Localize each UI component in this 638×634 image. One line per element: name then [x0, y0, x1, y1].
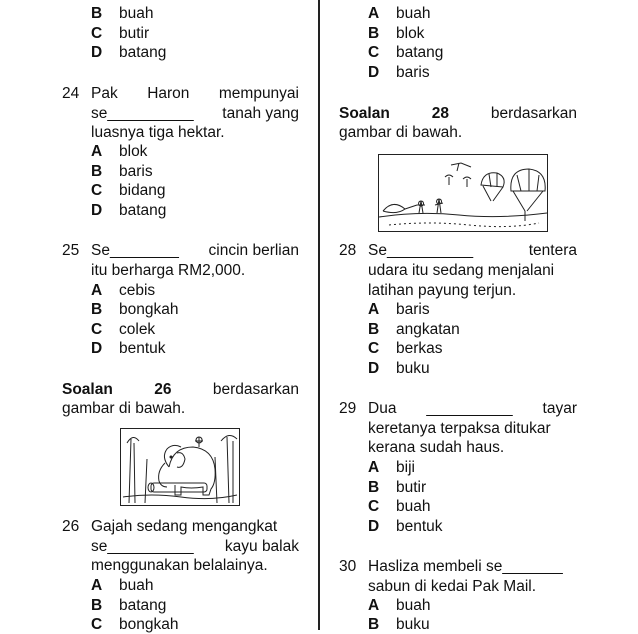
option-a: A buah — [368, 597, 431, 614]
option-d: D buku — [368, 360, 430, 377]
question-text-line-1: Se________ cincin berlian — [91, 242, 299, 259]
option-d: D bentuk — [368, 518, 443, 535]
parachute-picture — [378, 154, 548, 232]
option-a: A blok — [91, 143, 148, 160]
option-c: C bidang — [91, 182, 166, 199]
question-number: 25 — [62, 242, 80, 259]
question-text-line-1: Dua __________ tayar — [368, 400, 577, 417]
option-d: D bentuk — [91, 340, 166, 357]
question-number: 29 — [339, 400, 357, 417]
option-b: B angkatan — [368, 321, 460, 338]
option-a: A biji — [368, 459, 415, 476]
option-d: D baris — [368, 64, 430, 81]
question-number: 28 — [339, 242, 357, 259]
option-a: A buah — [91, 577, 154, 594]
option-b: B blok — [368, 25, 425, 42]
section-heading-line-1: Soalan 26 berdasarkan — [62, 381, 299, 398]
question-text-line-1: Pak Haron mempunyai — [91, 85, 299, 102]
question-number: 24 — [62, 85, 80, 102]
option-a: A cebis — [91, 282, 156, 299]
option-c: C batang — [368, 44, 444, 61]
question-number: 26 — [62, 518, 80, 535]
option-b: B butir — [368, 479, 427, 496]
question-text-line-3: latihan payung terjun. — [368, 282, 517, 299]
option-c: C berkas — [368, 340, 443, 357]
question-text-line-2: udara itu sedang menjalani — [368, 262, 555, 279]
question-text-line-1: Gajah sedang mengangkat — [91, 518, 278, 535]
elephant-illustration — [121, 429, 239, 505]
option-a: A buah — [368, 5, 431, 22]
column-divider — [318, 0, 320, 630]
question-text-line-1: Se__________ tentera — [368, 242, 577, 259]
question-text-line-2: se__________ tanah yang — [91, 105, 299, 122]
section-heading-line-2: gambar di bawah. — [339, 124, 463, 141]
option-c: C buah — [368, 498, 431, 515]
question-text-line-1: Hasliza membeli se_______ — [368, 558, 563, 575]
option-c: C butir — [91, 25, 150, 42]
section-heading-line-2: gambar di bawah. — [62, 400, 186, 417]
question-text-line-2: sabun di kedai Pak Mail. — [368, 578, 537, 595]
question-number: 30 — [339, 558, 357, 575]
question-text-line-2: keretanya terpaksa ditukar — [368, 420, 551, 437]
question-text-line-2: itu berharga RM2,000. — [91, 262, 246, 279]
option-b: B buku — [368, 616, 430, 633]
question-text-line-2: se__________ kayu balak — [91, 538, 299, 555]
elephant-log-picture — [120, 428, 240, 506]
section-heading-line-1: Soalan 28 berdasarkan — [339, 105, 577, 122]
parachute-illustration — [379, 155, 547, 231]
option-d: D batang — [91, 202, 167, 219]
option-b: B buah — [91, 5, 154, 22]
option-b: B batang — [91, 597, 167, 614]
option-c: C bongkah — [91, 616, 179, 633]
option-b: B bongkah — [91, 301, 179, 318]
question-text-line-3: kerana sudah haus. — [368, 439, 505, 456]
option-d: D batang — [91, 44, 167, 61]
question-text-line-3: luasnya tiga hektar. — [91, 124, 225, 141]
option-c: C colek — [91, 321, 156, 338]
option-a: A baris — [368, 301, 430, 318]
question-text-line-3: menggunakan belalainya. — [91, 557, 268, 574]
option-b: B baris — [91, 163, 153, 180]
